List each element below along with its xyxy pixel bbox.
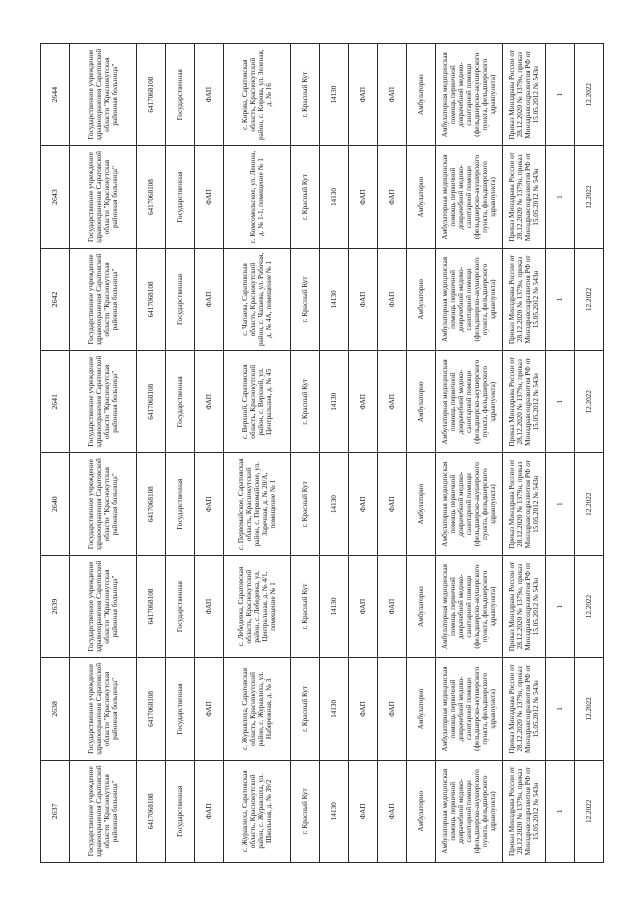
table-cell: Приказ Минздрава России от 28.12.2020 № 1379н, приказ Минздравсоцразвития РФ от 15.05.2012 № 543н [503, 248, 546, 350]
table-cell: Приказ Минздрава России от 28.12.2020 № 1379н, приказ Минздравсоцразвития РФ от 15.05.2012 № 543н [503, 145, 546, 247]
table-cell: Государственное учреждение здравоохранения Саратовской области "Краснокутская районная больница" [70, 657, 137, 759]
table-cell: 14130 [320, 248, 349, 350]
table-cell: 6417068108 [137, 350, 166, 452]
table-row-activity [436, 43, 503, 862]
table-cell: 2643 [41, 145, 70, 247]
table-cell: Амбулаторно [407, 555, 436, 657]
table-cell: с. Верхний, Саратовская область, Краснокутский район, с. Верхний, ул. Центральная, д. № 45 [224, 350, 291, 452]
table-cell: 14130 [320, 760, 349, 862]
table-cell: Амбулаторно [407, 145, 436, 247]
table-cell: Амбулаторно [407, 248, 436, 350]
table-cell: Амбулаторно [407, 657, 436, 759]
table-cell: с. Комсомольское, ул. Ленина, д. № 1-1, помещение № 1 [224, 145, 291, 247]
table-cell: г. Красный Кут [291, 555, 320, 657]
table-cell: 12.2022 [575, 350, 604, 452]
table-cell: Амбулаторная медицинская помощь первичной доврачебной медико-санитарной помощи (фельдшерско-акушерского пункта, фельдшерского здравпункта) [436, 760, 503, 862]
table-row-type [195, 43, 224, 862]
table-cell: 1 [546, 760, 575, 862]
table-cell: ФАП [195, 555, 224, 657]
table-row-care [407, 43, 436, 862]
table-cell: Амбулаторная медицинская помощь первичной доврачебной медико-санитарной помощи (фельдшерско-акушерского пункта, фельдшерского здравпункта) [436, 555, 503, 657]
table-cell: 1 [546, 43, 575, 145]
table-cell: Амбулаторная медицинская помощь первичной доврачебной медико-санитарной помощи (фельдшерско-акушерского пункта, фельдшерского здравпункта) [436, 43, 503, 145]
table-cell: с. Первомайское, Саратовская область, Краснокутский район, с. Первомайское, ул. Заречная, д. № 20/А, помещение № 1 [224, 453, 291, 555]
table-cell: 6417068108 [137, 453, 166, 555]
table-cell: Приказ Минздрава России от 28.12.2020 № 1379н, приказ Минздравсоцразвития РФ от 15.05.2012 № 543н [503, 453, 546, 555]
table-row-code [320, 43, 349, 862]
table-cell: 14130 [320, 145, 349, 247]
table-cell: ФАП [349, 350, 378, 452]
table-cell: Государственное учреждение здравоохранения Саратовской области "Краснокутская районная больница" [70, 43, 137, 145]
table-cell: 2641 [41, 350, 70, 452]
table-row-locality [291, 43, 320, 862]
table-cell: 14130 [320, 555, 349, 657]
table-cell: г. Красный Кут [291, 43, 320, 145]
table-cell: ФАП [349, 453, 378, 555]
table-cell: Государственное учреждение здравоохранения Саратовской области "Краснокутская районная больница" [70, 248, 137, 350]
table-cell: Государственная [166, 145, 195, 247]
table-row-org [70, 43, 137, 862]
table-cell: Амбулаторная медицинская помощь первичной доврачебной медико-санитарной помощи (фельдшерско-акушерского пункта, фельдшерского здравпункта) [436, 145, 503, 247]
table-cell: Государственное учреждение здравоохранения Саратовской области "Краснокутская районная больница" [70, 555, 137, 657]
table-cell: Государственное учреждение здравоохранения Саратовской области "Краснокутская районная больница" [70, 760, 137, 862]
table-cell: ФАП [378, 555, 407, 657]
table-cell: Приказ Минздрава России от 28.12.2020 № 1379н, приказ Минздравсоцразвития РФ от 15.05.2012 № 543н [503, 657, 546, 759]
table-row-count [546, 43, 575, 862]
rotated-table-wrapper [40, 43, 600, 863]
table-cell: 12.2022 [575, 760, 604, 862]
table-cell: Амбулаторно [407, 43, 436, 145]
table-cell: ФАП [378, 453, 407, 555]
table-cell: ФАП [378, 760, 407, 862]
table-cell: ФАП [349, 43, 378, 145]
table-cell: 6417068108 [137, 555, 166, 657]
table-row-basis [503, 43, 546, 862]
table-cell: Амбулаторная медицинская помощь первичной доврачебной медико-санитарной помощи (фельдшерско-акушерского пункта, фельдшерского здравпункта) [436, 350, 503, 452]
table-cell: с. Чапаева, Саратовская область, Краснокутский район, с. Чапаева, ул. Рабочая, д. № 4А, помещение № 1 [224, 248, 291, 350]
table-cell: Государственная [166, 657, 195, 759]
table-cell: ФАП [349, 248, 378, 350]
table-cell: Государственная [166, 760, 195, 862]
table-cell: ФАП [195, 248, 224, 350]
table-cell: 6417068108 [137, 657, 166, 759]
table-row-address [224, 43, 291, 862]
table-cell: Амбулаторно [407, 453, 436, 555]
table-cell: ФАП [378, 657, 407, 759]
table-cell: ФАП [195, 453, 224, 555]
table-cell: Государственная [166, 350, 195, 452]
table-cell: 14130 [320, 657, 349, 759]
table-cell: Амбулаторная медицинская помощь первичной доврачебной медико-санитарной помощи (фельдшерско-акушерского пункта, фельдшерского здравпункта) [436, 657, 503, 759]
table-cell: 1 [546, 248, 575, 350]
table-cell: Государственная [166, 453, 195, 555]
table-cell: ФАП [349, 760, 378, 862]
table-cell: Приказ Минздрава России от 28.12.2020 № 1379н, приказ Минздравсоцразвития РФ от 15.05.2012 № 543н [503, 43, 546, 145]
table-body [41, 43, 604, 862]
table-cell: ФАП [378, 43, 407, 145]
table-cell: Государственная [166, 248, 195, 350]
table-cell: 12.2022 [575, 453, 604, 555]
table-cell: 1 [546, 145, 575, 247]
table-cell: ФАП [349, 555, 378, 657]
table-cell: Амбулаторно [407, 350, 436, 452]
table-cell: г. Красный Кут [291, 350, 320, 452]
table-cell: г. Красный Кут [291, 248, 320, 350]
table-cell: Государственная [166, 43, 195, 145]
table-cell: 14130 [320, 453, 349, 555]
table-cell: 2642 [41, 248, 70, 350]
table-cell: г. Красный Кут [291, 145, 320, 247]
table-cell: 2637 [41, 760, 70, 862]
table-cell: 6417068108 [137, 43, 166, 145]
table-cell: 1 [546, 350, 575, 452]
table-cell: с. Журавлиха, Саратовская область, Краснокутский район, с. Журавлиха, ул. Набережная, д. № 3 [224, 657, 291, 759]
table-cell: Государственное учреждение здравоохранения Саратовской области "Краснокутская районная больница" [70, 453, 137, 555]
table-cell: 6417068108 [137, 145, 166, 247]
table-cell: ФАП [378, 350, 407, 452]
table-cell: 6417068108 [137, 248, 166, 350]
table-cell: Государственная [166, 555, 195, 657]
table-cell: ФАП [195, 760, 224, 862]
table-row-unit-a [349, 43, 378, 862]
table-cell: 2638 [41, 657, 70, 759]
table-cell: г. Красный Кут [291, 657, 320, 759]
table-cell: г. Красный Кут [291, 453, 320, 555]
table-cell: 12.2022 [575, 657, 604, 759]
table-cell: Приказ Минздрава России от 28.12.2020 № 1379н, приказ Минздравсоцразвития РФ от 15.05.2012 № 543н [503, 555, 546, 657]
table-cell: ФАП [195, 350, 224, 452]
table-cell: ФАП [349, 657, 378, 759]
table-cell: ФАП [195, 43, 224, 145]
table-cell: с. Лебедевка, Саратовская область, Краснокутский район, с. Лебедевка, ул. Центральная, д. № 4/1, помещение № 1 [224, 555, 291, 657]
table-cell: 2644 [41, 43, 70, 145]
table-cell: ФАП [378, 145, 407, 247]
table-cell: ФАП [195, 145, 224, 247]
table-cell: 1 [546, 555, 575, 657]
table-row-date [575, 43, 604, 862]
table-cell: ФАП [349, 145, 378, 247]
table-cell: 14130 [320, 350, 349, 452]
table-cell: г. Красный Кут [291, 760, 320, 862]
table-cell: 6417068108 [137, 760, 166, 862]
table-cell: 2640 [41, 453, 70, 555]
table-cell: Амбулаторная медицинская помощь первичной доврачебной медико-санитарной помощи (фельдшерско-акушерского пункта, фельдшерского здравпункта) [436, 248, 503, 350]
facility-table [40, 43, 604, 863]
table-row-inn [137, 43, 166, 862]
table-cell: Приказ Минздрава России от 28.12.2020 № 1379н, приказ Минздравсоцразвития РФ от 15.05.2012 № 543н [503, 350, 546, 452]
table-cell: 1 [546, 453, 575, 555]
table-row-ownership [166, 43, 195, 862]
table-cell: с. Кирова, Саратовская область, Краснокутский район, с. Кирова, ул. Зеленая, д. № 16 [224, 43, 291, 145]
table-cell: 2639 [41, 555, 70, 657]
table-cell: с. Журавлиха, Саратовская область, Краснокутский район, с. Журавлиха, ул. Школьная, д. № 39/2 [224, 760, 291, 862]
table-row-id [41, 43, 70, 862]
table-cell: Государственное учреждение здравоохранения Саратовской области "Краснокутская районная больница" [70, 145, 137, 247]
table-cell: ФАП [378, 248, 407, 350]
table-cell: 14130 [320, 43, 349, 145]
table-cell: 12.2022 [575, 145, 604, 247]
table-cell: 12.2022 [575, 43, 604, 145]
table-cell: 1 [546, 657, 575, 759]
table-cell: Амбулаторная медицинская помощь первичной доврачебной медико-санитарной помощи (фельдшерско-акушерского пункта, фельдшерского здравпункта) [436, 453, 503, 555]
table-row-unit-b [378, 43, 407, 862]
table-cell: Государственное учреждение здравоохранения Саратовской области "Краснокутская районная больница" [70, 350, 137, 452]
table-cell: Амбулаторно [407, 760, 436, 862]
table-cell: Приказ Минздрава России от 28.12.2020 № 1379н, приказ Минздравсоцразвития РФ от 15.05.2012 № 543н [503, 760, 546, 862]
table-cell: ФАП [195, 657, 224, 759]
table-cell: 12.2022 [575, 555, 604, 657]
table-cell: 12.2022 [575, 248, 604, 350]
